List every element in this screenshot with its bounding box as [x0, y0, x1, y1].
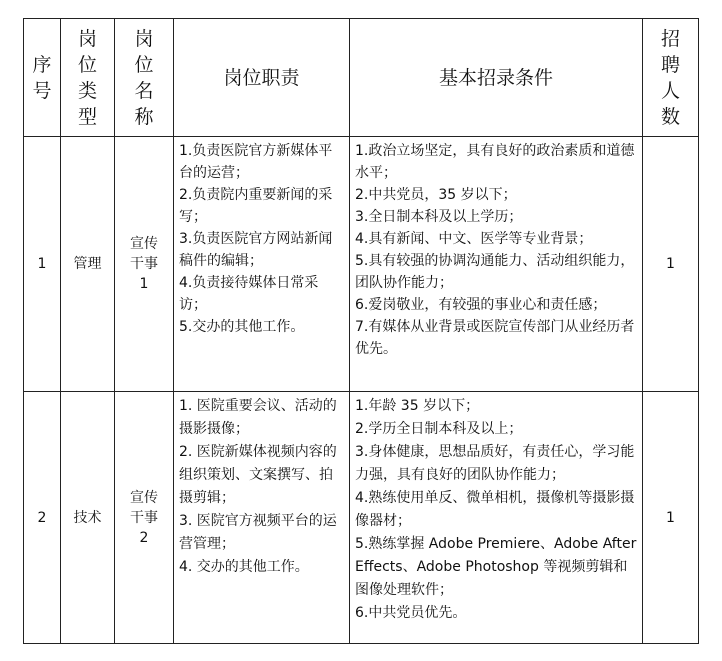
- header-duties: 岗位职责: [174, 19, 350, 137]
- header-name: 岗位名称: [115, 19, 174, 137]
- recruitment-table: [23, 18, 699, 644]
- condition-item: 1.政治立场坚定，具有良好的政治素质和道德水平；: [355, 143, 635, 181]
- condition-item: 2.中共党员，35 岁以下；: [355, 187, 517, 203]
- duty-item: 3. 医院官方视频平台的运营管理；: [179, 513, 337, 552]
- header-row: [24, 19, 699, 137]
- header-type: 岗位类型: [61, 19, 115, 137]
- row-name: 宣传干事2: [115, 392, 174, 644]
- condition-item: 5.具有较强的协调沟通能力、活动组织能力，团队协作能力；: [355, 253, 635, 291]
- header-conditions: 基本招录条件: [350, 19, 643, 137]
- duty-item: 1.负责医院官方新媒体平台的运营；: [179, 143, 333, 181]
- header-count: 招聘人数: [643, 19, 699, 137]
- row-count: 1: [643, 137, 699, 392]
- condition-item: 3.身体健康，思想品质好，有责任心，学习能力强，具有良好的团队协作能力；: [355, 444, 635, 483]
- row-duties: [174, 137, 350, 392]
- condition-item: 5.熟练掌握 Adobe Premiere、Adobe After Effects、Adobe Photoshop 等视频剪辑和图像处理软件；: [355, 536, 637, 598]
- duty-item: 4.负责接待媒体日常采访；: [179, 275, 319, 313]
- condition-item: 4.熟练使用单反、微单相机，摄像机等摄影摄像器材；: [355, 490, 635, 529]
- table-row: [24, 137, 699, 392]
- condition-item: 3.全日制本科及以上学历；: [355, 209, 523, 225]
- row-duties: [174, 392, 350, 644]
- condition-item: 4.具有新闻、中文、医学等专业背景；: [355, 231, 593, 247]
- row-conditions: [350, 137, 643, 392]
- duty-item: 5.交办的其他工作。: [179, 319, 305, 335]
- condition-item: 6.爱岗敬业，有较强的事业心和责任感；: [355, 297, 607, 313]
- row-count: 1: [643, 392, 699, 644]
- duty-item: 4. 交办的其他工作。: [179, 559, 309, 575]
- duty-item: 2. 医院新媒体视频内容的组织策划、文案撰写、拍摄剪辑；: [179, 444, 337, 506]
- condition-item: 6.中共党员优先。: [355, 605, 467, 621]
- row-conditions: [350, 392, 643, 644]
- row-seq: 1: [24, 137, 61, 392]
- duty-item: 3.负责医院官方网站新闻稿件的编辑；: [179, 231, 333, 269]
- condition-item: 2.学历全日制本科及以上；: [355, 421, 523, 437]
- row-type: 管理: [61, 137, 115, 392]
- duty-item: 2.负责院内重要新闻的采写；: [179, 187, 333, 225]
- duty-item: 1. 医院重要会议、活动的摄影摄像；: [179, 398, 337, 437]
- row-seq: 2: [24, 392, 61, 644]
- row-name: 宣传干事1: [115, 137, 174, 392]
- row-type: 技术: [61, 392, 115, 644]
- condition-item: 1.年龄 35 岁以下；: [355, 398, 480, 414]
- table-row: [24, 392, 699, 644]
- header-seq: 序号: [24, 19, 61, 137]
- condition-item: 7.有媒体从业背景或医院宣传部门从业经历者优先。: [355, 319, 635, 357]
